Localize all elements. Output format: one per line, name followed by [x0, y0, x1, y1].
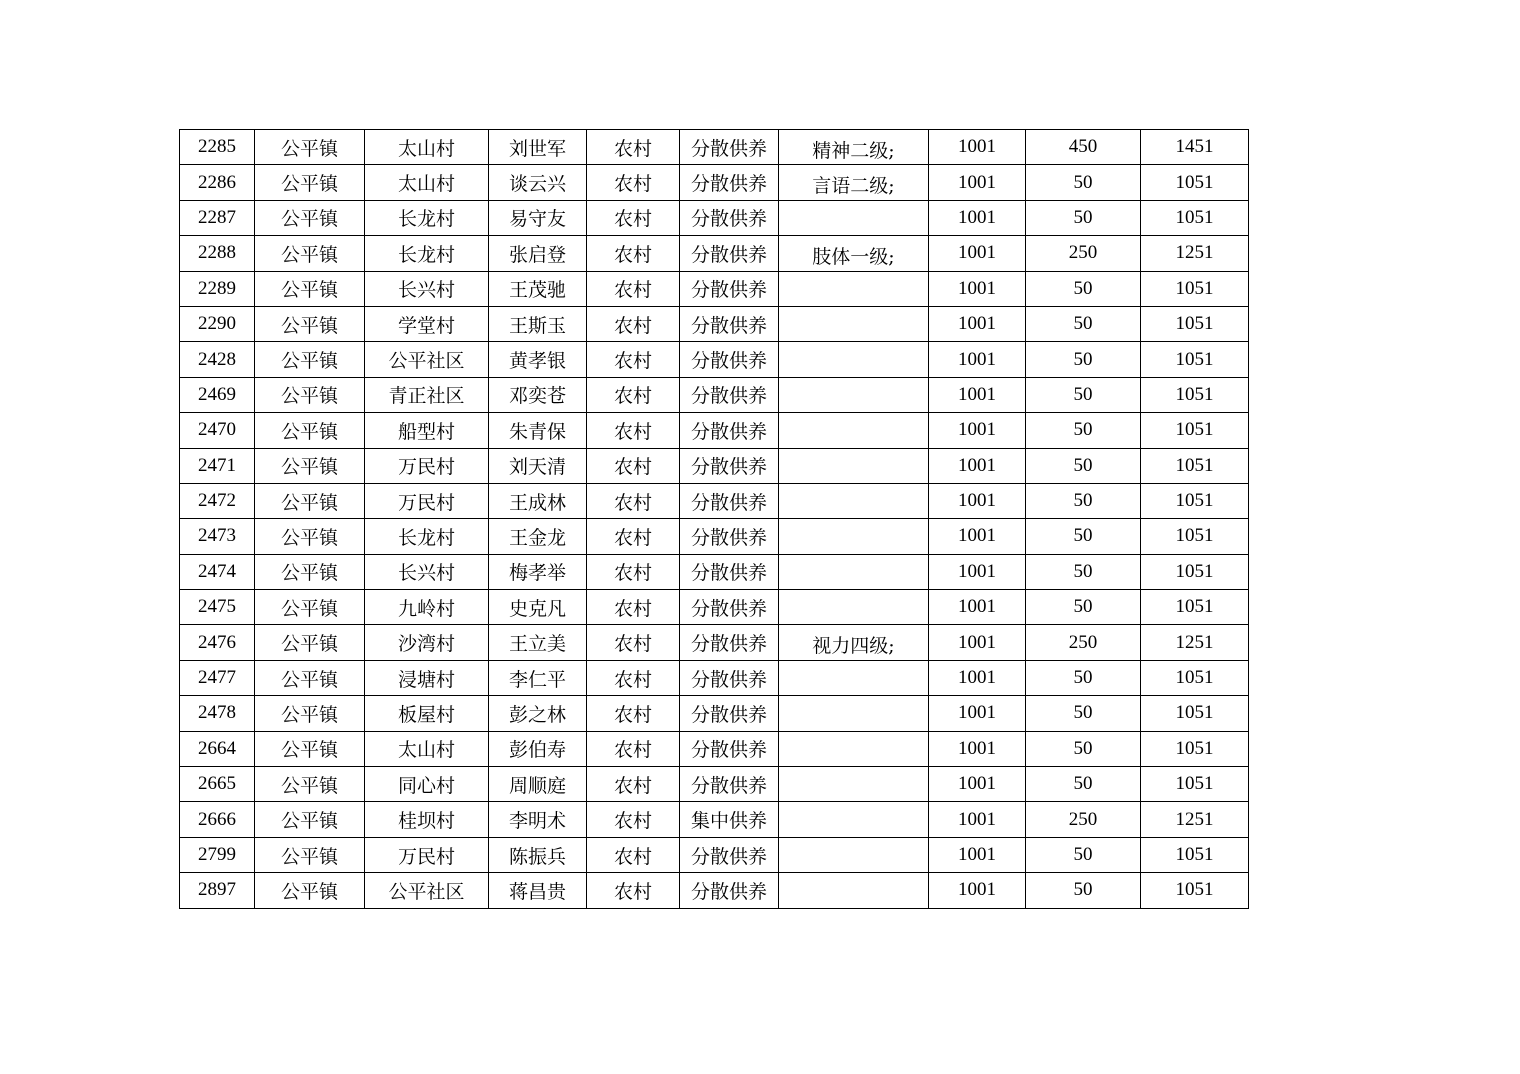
cell-area: 农村	[587, 413, 680, 448]
cell-total-amount: 1051	[1141, 590, 1249, 625]
table-row	[180, 236, 1249, 271]
cell-disability: 言语二级;	[779, 165, 929, 200]
cell-base-amount: 1001	[929, 306, 1026, 341]
cell-town: 公平镇	[255, 660, 365, 695]
table-row	[180, 625, 1249, 660]
cell-disability	[779, 342, 929, 377]
cell-support-type: 分散供养	[680, 554, 779, 589]
cell-support-type: 分散供养	[680, 837, 779, 872]
cell-total-amount: 1051	[1141, 448, 1249, 483]
cell-village: 桂坝村	[365, 802, 489, 837]
cell-disability	[779, 802, 929, 837]
cell-disability: 肢体一级;	[779, 236, 929, 271]
cell-id: 2475	[180, 590, 255, 625]
cell-id: 2472	[180, 483, 255, 518]
cell-town: 公平镇	[255, 731, 365, 766]
cell-id: 2288	[180, 236, 255, 271]
cell-name: 谈云兴	[489, 165, 587, 200]
cell-id: 2286	[180, 165, 255, 200]
cell-extra-amount: 50	[1026, 413, 1141, 448]
cell-disability: 精神二级;	[779, 130, 929, 165]
cell-base-amount: 1001	[929, 590, 1026, 625]
cell-total-amount: 1051	[1141, 731, 1249, 766]
cell-extra-amount: 50	[1026, 271, 1141, 306]
cell-village: 太山村	[365, 165, 489, 200]
cell-town: 公平镇	[255, 413, 365, 448]
cell-disability	[779, 413, 929, 448]
cell-base-amount: 1001	[929, 413, 1026, 448]
cell-name: 周顺庭	[489, 767, 587, 802]
cell-support-type: 分散供养	[680, 236, 779, 271]
cell-disability	[779, 767, 929, 802]
cell-base-amount: 1001	[929, 236, 1026, 271]
cell-base-amount: 1001	[929, 130, 1026, 165]
cell-extra-amount: 50	[1026, 731, 1141, 766]
cell-extra-amount: 50	[1026, 767, 1141, 802]
cell-extra-amount: 50	[1026, 590, 1141, 625]
cell-disability	[779, 837, 929, 872]
cell-support-type: 分散供养	[680, 377, 779, 412]
table-row	[180, 377, 1249, 412]
table-row	[180, 696, 1249, 731]
cell-area: 农村	[587, 625, 680, 660]
table-row	[180, 306, 1249, 341]
cell-extra-amount: 50	[1026, 165, 1141, 200]
cell-disability: 视力四级;	[779, 625, 929, 660]
cell-village: 板屋村	[365, 696, 489, 731]
cell-extra-amount: 50	[1026, 200, 1141, 235]
cell-area: 农村	[587, 802, 680, 837]
cell-id: 2477	[180, 660, 255, 695]
cell-total-amount: 1051	[1141, 483, 1249, 518]
cell-extra-amount: 50	[1026, 306, 1141, 341]
cell-area: 农村	[587, 837, 680, 872]
cell-disability	[779, 731, 929, 766]
cell-town: 公平镇	[255, 519, 365, 554]
cell-area: 农村	[587, 696, 680, 731]
cell-name: 张启登	[489, 236, 587, 271]
cell-area: 农村	[587, 200, 680, 235]
cell-name: 王茂驰	[489, 271, 587, 306]
table-row	[180, 731, 1249, 766]
cell-name: 陈振兵	[489, 837, 587, 872]
cell-id: 2666	[180, 802, 255, 837]
data-table	[179, 129, 1249, 909]
cell-extra-amount: 50	[1026, 448, 1141, 483]
cell-village: 九岭村	[365, 590, 489, 625]
cell-support-type: 分散供养	[680, 873, 779, 908]
cell-village: 公平社区	[365, 873, 489, 908]
cell-support-type: 分散供养	[680, 590, 779, 625]
cell-extra-amount: 450	[1026, 130, 1141, 165]
cell-disability	[779, 200, 929, 235]
cell-base-amount: 1001	[929, 200, 1026, 235]
cell-support-type: 分散供养	[680, 165, 779, 200]
cell-village: 长龙村	[365, 519, 489, 554]
cell-area: 农村	[587, 731, 680, 766]
cell-town: 公平镇	[255, 306, 365, 341]
cell-town: 公平镇	[255, 802, 365, 837]
cell-town: 公平镇	[255, 165, 365, 200]
cell-area: 农村	[587, 483, 680, 518]
cell-name: 刘天清	[489, 448, 587, 483]
cell-total-amount: 1051	[1141, 873, 1249, 908]
cell-village: 青正社区	[365, 377, 489, 412]
cell-name: 邓奕苍	[489, 377, 587, 412]
cell-base-amount: 1001	[929, 625, 1026, 660]
cell-disability	[779, 660, 929, 695]
cell-disability	[779, 306, 929, 341]
table-row	[180, 554, 1249, 589]
cell-support-type: 分散供养	[680, 696, 779, 731]
cell-id: 2476	[180, 625, 255, 660]
cell-total-amount: 1051	[1141, 519, 1249, 554]
cell-area: 农村	[587, 519, 680, 554]
cell-extra-amount: 50	[1026, 554, 1141, 589]
cell-id: 2469	[180, 377, 255, 412]
cell-id: 2478	[180, 696, 255, 731]
cell-extra-amount: 50	[1026, 837, 1141, 872]
cell-id: 2665	[180, 767, 255, 802]
cell-area: 农村	[587, 236, 680, 271]
cell-base-amount: 1001	[929, 660, 1026, 695]
cell-village: 沙湾村	[365, 625, 489, 660]
cell-extra-amount: 50	[1026, 483, 1141, 518]
cell-base-amount: 1001	[929, 165, 1026, 200]
cell-name: 蒋昌贵	[489, 873, 587, 908]
cell-town: 公平镇	[255, 590, 365, 625]
cell-total-amount: 1051	[1141, 200, 1249, 235]
table-row	[180, 660, 1249, 695]
table-row	[180, 200, 1249, 235]
cell-total-amount: 1051	[1141, 413, 1249, 448]
cell-support-type: 分散供养	[680, 519, 779, 554]
cell-id: 2290	[180, 306, 255, 341]
cell-name: 李仁平	[489, 660, 587, 695]
cell-town: 公平镇	[255, 873, 365, 908]
cell-extra-amount: 50	[1026, 377, 1141, 412]
cell-disability	[779, 483, 929, 518]
cell-id: 2289	[180, 271, 255, 306]
cell-total-amount: 1051	[1141, 696, 1249, 731]
cell-name: 刘世军	[489, 130, 587, 165]
cell-total-amount: 1051	[1141, 837, 1249, 872]
cell-disability	[779, 448, 929, 483]
cell-support-type: 分散供养	[680, 342, 779, 377]
cell-village: 学堂村	[365, 306, 489, 341]
cell-total-amount: 1051	[1141, 342, 1249, 377]
cell-support-type: 集中供养	[680, 802, 779, 837]
cell-support-type: 分散供养	[680, 448, 779, 483]
cell-total-amount: 1051	[1141, 377, 1249, 412]
cell-base-amount: 1001	[929, 271, 1026, 306]
cell-total-amount: 1051	[1141, 554, 1249, 589]
cell-disability	[779, 873, 929, 908]
cell-village: 长龙村	[365, 200, 489, 235]
cell-village: 太山村	[365, 130, 489, 165]
cell-extra-amount: 50	[1026, 342, 1141, 377]
cell-id: 2799	[180, 837, 255, 872]
cell-base-amount: 1001	[929, 873, 1026, 908]
cell-base-amount: 1001	[929, 342, 1026, 377]
cell-name: 王斯玉	[489, 306, 587, 341]
cell-id: 2287	[180, 200, 255, 235]
cell-disability	[779, 271, 929, 306]
cell-town: 公平镇	[255, 342, 365, 377]
cell-total-amount: 1051	[1141, 271, 1249, 306]
cell-support-type: 分散供养	[680, 483, 779, 518]
cell-support-type: 分散供养	[680, 130, 779, 165]
cell-name: 王立美	[489, 625, 587, 660]
cell-town: 公平镇	[255, 625, 365, 660]
cell-name: 彭伯寿	[489, 731, 587, 766]
cell-extra-amount: 50	[1026, 873, 1141, 908]
cell-total-amount: 1051	[1141, 660, 1249, 695]
cell-id: 2428	[180, 342, 255, 377]
cell-town: 公平镇	[255, 448, 365, 483]
cell-area: 农村	[587, 767, 680, 802]
cell-town: 公平镇	[255, 200, 365, 235]
table-row	[180, 271, 1249, 306]
cell-town: 公平镇	[255, 236, 365, 271]
cell-village: 万民村	[365, 448, 489, 483]
cell-total-amount: 1251	[1141, 625, 1249, 660]
cell-id: 2285	[180, 130, 255, 165]
cell-area: 农村	[587, 271, 680, 306]
cell-base-amount: 1001	[929, 696, 1026, 731]
cell-village: 太山村	[365, 731, 489, 766]
cell-base-amount: 1001	[929, 377, 1026, 412]
cell-disability	[779, 554, 929, 589]
cell-area: 农村	[587, 554, 680, 589]
cell-area: 农村	[587, 165, 680, 200]
table-row	[180, 413, 1249, 448]
cell-support-type: 分散供养	[680, 271, 779, 306]
cell-id: 2897	[180, 873, 255, 908]
cell-name: 梅孝举	[489, 554, 587, 589]
cell-support-type: 分散供养	[680, 306, 779, 341]
cell-village: 浸塘村	[365, 660, 489, 695]
cell-total-amount: 1051	[1141, 767, 1249, 802]
table-row	[180, 483, 1249, 518]
cell-extra-amount: 50	[1026, 519, 1141, 554]
cell-total-amount: 1051	[1141, 306, 1249, 341]
cell-disability	[779, 696, 929, 731]
table-row	[180, 873, 1249, 908]
table-row	[180, 130, 1249, 165]
cell-extra-amount: 250	[1026, 625, 1141, 660]
cell-town: 公平镇	[255, 483, 365, 518]
cell-id: 2474	[180, 554, 255, 589]
cell-base-amount: 1001	[929, 554, 1026, 589]
cell-base-amount: 1001	[929, 767, 1026, 802]
cell-base-amount: 1001	[929, 483, 1026, 518]
table-row	[180, 519, 1249, 554]
cell-id: 2473	[180, 519, 255, 554]
table-body	[180, 130, 1249, 909]
cell-village: 船型村	[365, 413, 489, 448]
cell-extra-amount: 250	[1026, 802, 1141, 837]
cell-name: 王金龙	[489, 519, 587, 554]
cell-extra-amount: 50	[1026, 660, 1141, 695]
cell-name: 朱青保	[489, 413, 587, 448]
cell-village: 万民村	[365, 837, 489, 872]
cell-village: 长兴村	[365, 554, 489, 589]
cell-extra-amount: 50	[1026, 696, 1141, 731]
table-row	[180, 767, 1249, 802]
table-row	[180, 590, 1249, 625]
cell-village: 长兴村	[365, 271, 489, 306]
cell-area: 农村	[587, 306, 680, 341]
table-row	[180, 165, 1249, 200]
cell-base-amount: 1001	[929, 519, 1026, 554]
table-row	[180, 448, 1249, 483]
cell-area: 农村	[587, 342, 680, 377]
table-row	[180, 342, 1249, 377]
cell-town: 公平镇	[255, 271, 365, 306]
cell-id: 2664	[180, 731, 255, 766]
cell-total-amount: 1251	[1141, 236, 1249, 271]
cell-total-amount: 1251	[1141, 802, 1249, 837]
cell-base-amount: 1001	[929, 731, 1026, 766]
cell-support-type: 分散供养	[680, 200, 779, 235]
table-row	[180, 802, 1249, 837]
cell-id: 2471	[180, 448, 255, 483]
cell-support-type: 分散供养	[680, 767, 779, 802]
cell-total-amount: 1451	[1141, 130, 1249, 165]
cell-total-amount: 1051	[1141, 165, 1249, 200]
cell-name: 王成林	[489, 483, 587, 518]
cell-base-amount: 1001	[929, 448, 1026, 483]
table-row	[180, 837, 1249, 872]
cell-name: 黄孝银	[489, 342, 587, 377]
cell-town: 公平镇	[255, 696, 365, 731]
cell-name: 彭之林	[489, 696, 587, 731]
cell-village: 长龙村	[365, 236, 489, 271]
cell-area: 农村	[587, 660, 680, 695]
cell-extra-amount: 250	[1026, 236, 1141, 271]
cell-disability	[779, 590, 929, 625]
cell-support-type: 分散供养	[680, 625, 779, 660]
cell-town: 公平镇	[255, 377, 365, 412]
cell-support-type: 分散供养	[680, 413, 779, 448]
cell-name: 易守友	[489, 200, 587, 235]
cell-town: 公平镇	[255, 554, 365, 589]
cell-area: 农村	[587, 873, 680, 908]
cell-area: 农村	[587, 448, 680, 483]
cell-area: 农村	[587, 590, 680, 625]
cell-village: 公平社区	[365, 342, 489, 377]
cell-name: 史克凡	[489, 590, 587, 625]
cell-area: 农村	[587, 377, 680, 412]
cell-area: 农村	[587, 130, 680, 165]
cell-village: 万民村	[365, 483, 489, 518]
cell-support-type: 分散供养	[680, 731, 779, 766]
cell-name: 李明术	[489, 802, 587, 837]
cell-disability	[779, 519, 929, 554]
cell-town: 公平镇	[255, 767, 365, 802]
cell-id: 2470	[180, 413, 255, 448]
cell-disability	[779, 377, 929, 412]
cell-support-type: 分散供养	[680, 660, 779, 695]
cell-village: 同心村	[365, 767, 489, 802]
cell-town: 公平镇	[255, 130, 365, 165]
cell-town: 公平镇	[255, 837, 365, 872]
cell-base-amount: 1001	[929, 837, 1026, 872]
cell-base-amount: 1001	[929, 802, 1026, 837]
